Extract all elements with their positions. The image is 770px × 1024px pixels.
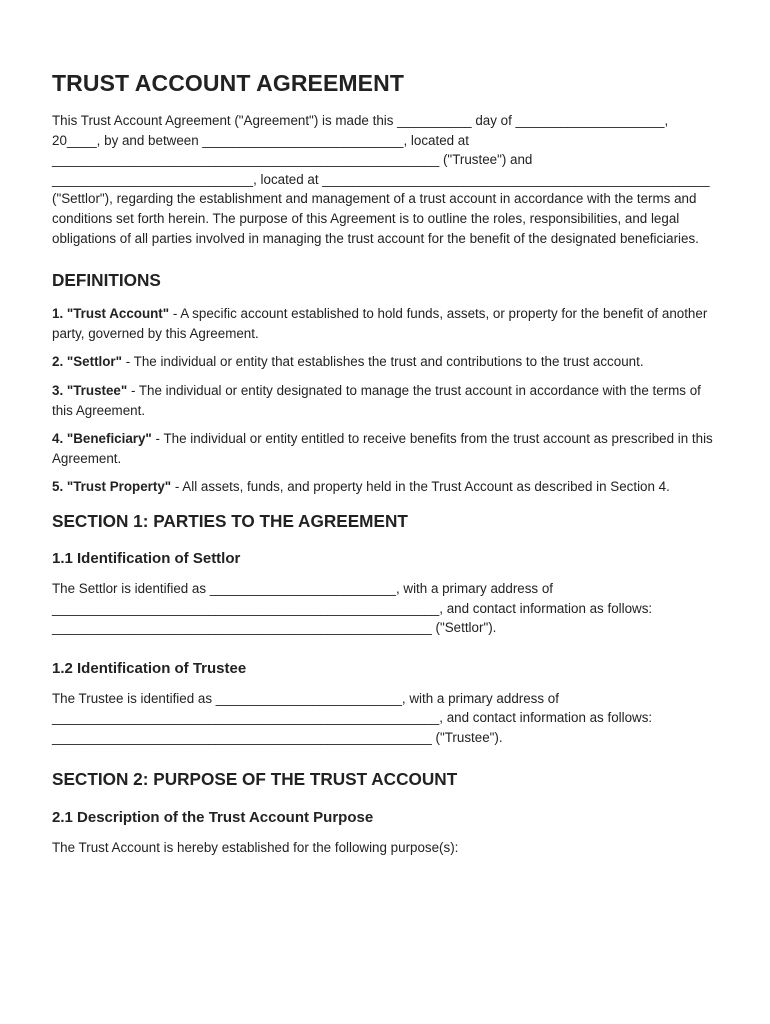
definition-text: - A specific account established to hold funds, assets, or property for the benefit of another party, governed by this Agreement. bbox=[52, 306, 708, 341]
definition-text: - All assets, funds, and property held in the Trust Account as described in Section 4. bbox=[171, 479, 670, 495]
subsection-1-2-heading: 1.2 Identification of Trustee bbox=[52, 659, 247, 677]
definition-term: 3. "Trustee" bbox=[52, 382, 128, 398]
definition-item-beneficiary bbox=[52, 429, 720, 468]
definition-term: 2. "Settlor" bbox=[52, 354, 122, 370]
definition-term: 4. "Beneficiary" bbox=[52, 431, 152, 447]
definitions-heading: DEFINITIONS bbox=[52, 270, 161, 291]
definition-text: - The individual or entity that establishes the trust and contributions to the trust account. bbox=[122, 354, 644, 370]
subsection-1-2-text: The Trustee is identified as _________________________, with a primary address of ____________________________________________________, and contact information as follows: ___________________________________________________ ("Trustee"). bbox=[52, 690, 653, 745]
intro-paragraph: This Trust Account Agreement ("Agreement") is made this __________ day of ____________________, 20____, by and between ___________________________, located at ____________________________________________________ ("Trustee") and ___________________________, located at ____________________________________________________ ("Settlor"), regarding the establishment and management of a trust account in accordance with the terms and conditions set forth herein. The purpose of this Agreement is to outline the roles, responsibilities, and legal obligations of all parties involved in managing the trust account for the benefit of the designated beneficiaries. bbox=[52, 113, 710, 246]
document-title: TRUST ACCOUNT AGREEMENT bbox=[52, 70, 404, 96]
document-page bbox=[52, 70, 720, 858]
subsection-1-1-heading: 1.1 Identification of Settlor bbox=[52, 549, 241, 567]
definition-term: 1. "Trust Account" bbox=[52, 306, 170, 322]
definition-item-trust-property bbox=[52, 477, 720, 497]
subsection-2-1-heading: 2.1 Description of the Trust Account Purpose bbox=[52, 809, 374, 827]
definition-text: - The individual or entity designated to manage the trust account in accordance with the terms of this Agreement. bbox=[52, 382, 701, 418]
definition-item-trustee bbox=[52, 381, 720, 420]
definition-item-settlor bbox=[52, 352, 720, 372]
section-1-heading: SECTION 1: PARTIES TO THE AGREEMENT bbox=[52, 510, 408, 531]
section-2-heading: SECTION 2: PURPOSE OF THE TRUST ACCOUNT bbox=[52, 769, 458, 790]
subsection-1-1-text: The Settlor is identified as _________________________, with a primary address of ____________________________________________________, and contact information as follows: ___________________________________________________ ("Settlor"). bbox=[52, 580, 653, 636]
subsection-2-1-text: The Trust Account is hereby established for the following purpose(s): bbox=[52, 840, 459, 856]
definition-text: - The individual or entity entitled to receive benefits from the trust account as prescribed in this Agreement. bbox=[52, 431, 713, 466]
definition-item-trust-account bbox=[52, 304, 720, 343]
definition-term: 5. "Trust Property" bbox=[52, 479, 172, 495]
